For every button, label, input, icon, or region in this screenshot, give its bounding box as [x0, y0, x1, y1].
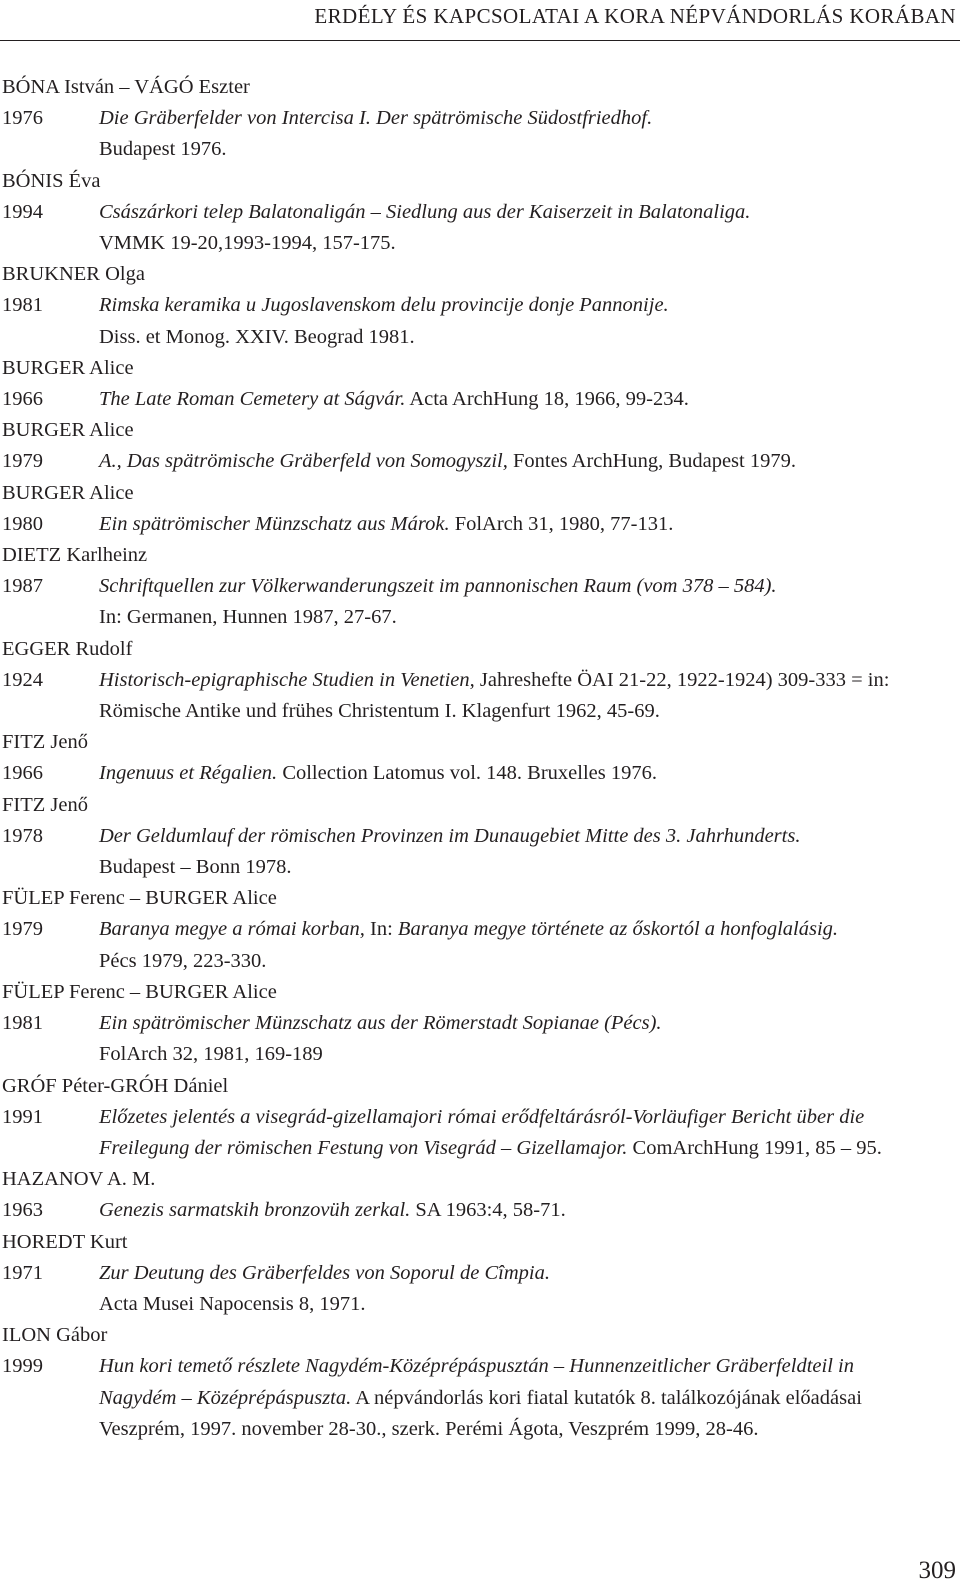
- bib-author: HAZANOV A. M.: [2, 1168, 156, 1191]
- bib-title-segment: Baranya megye története az őskortól a honfoglalásig.: [397, 918, 839, 941]
- bib-title-segment: Hun kori temető részlete Nagydém-Középrépáspusztán – Hunnenzeitlicher Gräberfeldteil in: [99, 1355, 854, 1378]
- bib-title-segment: Nagydém – Középrépáspuszta.: [99, 1386, 352, 1409]
- bib-author: ILON Gábor: [2, 1324, 108, 1347]
- bib-entry: [2, 509, 957, 540]
- bib-author: BRUKNER Olga: [2, 263, 145, 286]
- bib-text-segment: Acta ArchHung 18, 1966, 99-234.: [405, 388, 689, 411]
- bib-year: 1979: [2, 450, 43, 473]
- bib-title-segment: Die Gräberfelder von Intercisa I. Der spätrömische Südostfriedhof.: [99, 107, 653, 130]
- page-number: 309: [918, 1557, 956, 1584]
- bib-text-segment: Collection Latomus vol. 148. Bruxelles 1976.: [277, 762, 657, 785]
- running-head: ERDÉLY ÉS KAPCSOLATAI A KORA NÉPVÁNDORLÁS KORÁBAN: [314, 4, 956, 28]
- bib-entry: [2, 1008, 957, 1070]
- bib-author: BURGER Alice: [2, 481, 134, 504]
- bib-author: BÓNIS Éva: [2, 169, 101, 192]
- bib-text-segment: Budapest 1976.: [99, 138, 227, 161]
- bib-author: DIETZ Karlheinz: [2, 544, 148, 567]
- bib-text-segment: A népvándorlás kori fiatal kutatók 8. találkozójának előadásai: [351, 1386, 862, 1409]
- bib-title-segment: Der Geldumlauf der römischen Provinzen im Dunaugebiet Mitte des 3. Jahrhunderts.: [99, 824, 801, 847]
- bib-entry: [2, 1351, 957, 1445]
- bib-text-segment: Römische Antike und frühes Christentum I. Klagenfurt 1962, 45-69.: [99, 700, 660, 723]
- bib-reference-line: [99, 665, 957, 696]
- bib-text-segment: Veszprém, 1997. november 28-30., szerk. Perémi Ágota, Veszprém 1999, 28-46.: [99, 1417, 759, 1440]
- bib-author: FITZ Jenő: [2, 793, 88, 816]
- bib-title-segment: The Late Roman Cemetery at Ságvár.: [99, 388, 406, 411]
- bib-entry: [2, 914, 957, 976]
- bib-year: 1966: [2, 388, 43, 411]
- bib-reference-line: [99, 1039, 957, 1070]
- bib-reference: [99, 1008, 957, 1070]
- bib-year: 1999: [2, 1355, 43, 1378]
- bib-entry: [2, 665, 957, 727]
- bib-year: 1991: [2, 1105, 43, 1128]
- bib-reference: [99, 821, 957, 883]
- bib-title-segment: Schriftquellen zur Völkerwanderungszeit im pannonischen Raum (vom 378 – 584).: [99, 575, 777, 598]
- bib-reference-line: [99, 197, 957, 228]
- bib-entry: [2, 1195, 957, 1226]
- bib-title-segment: Baranya megye a római korban,: [99, 918, 365, 941]
- bib-reference-line: [99, 1133, 957, 1164]
- bib-author: HOREDT Kurt: [2, 1230, 128, 1253]
- bib-reference-line: [99, 1008, 957, 1039]
- bib-text-segment: FolArch 32, 1981, 169-189: [99, 1043, 323, 1066]
- bib-title-segment: Előzetes jelentés a visegrád-gizellamajori római erődfeltárásról-Vorläufiger Bericht über die: [99, 1105, 865, 1128]
- bib-author: FÜLEP Ferenc – BURGER Alice: [2, 980, 277, 1003]
- bib-entry: [2, 290, 957, 352]
- bib-reference: [99, 914, 957, 976]
- bib-reference-line: [99, 1414, 957, 1445]
- bib-reference-line: [99, 384, 957, 415]
- bib-text-segment: Jahreshefte ÖAI 21-22, 1922-1924) 309-333 = in:: [474, 668, 890, 691]
- bib-reference-line: [99, 914, 957, 945]
- bib-title-segment: Rimska keramika u Jugoslavenskom delu provincije donje Pannonije.: [99, 294, 669, 317]
- bib-year: 1971: [2, 1261, 43, 1284]
- bib-reference-line: [99, 103, 957, 134]
- bib-text-segment: Fontes ArchHung, Budapest 1979.: [507, 450, 796, 473]
- bib-reference-line: [99, 852, 957, 883]
- bib-reference-line: [99, 290, 957, 321]
- bib-entry: [2, 1102, 957, 1164]
- bib-text-segment: Acta Musei Napocensis 8, 1971.: [99, 1292, 366, 1315]
- bib-reference-line: [99, 1258, 957, 1289]
- bib-reference-line: [99, 1351, 957, 1382]
- bib-reference: [99, 1351, 957, 1445]
- bib-year: 1924: [2, 668, 43, 691]
- bibliography-list: [2, 72, 957, 1445]
- bib-author: BURGER Alice: [2, 356, 134, 379]
- bib-reference-line: [99, 758, 957, 789]
- bib-reference-line: [99, 1383, 957, 1414]
- bib-reference-line: [99, 1289, 957, 1320]
- bib-author: FITZ Jenő: [2, 731, 88, 754]
- bib-text-segment: SA 1963:4, 58-71.: [410, 1199, 566, 1222]
- bib-reference-line: [99, 228, 957, 259]
- bib-reference-line: [99, 446, 957, 477]
- bib-title-segment: Ein spätrömischer Münzschatz aus der Römerstadt Sopianae (Pécs).: [99, 1012, 662, 1035]
- bib-entry: [2, 571, 957, 633]
- bib-text-segment: In: Germanen, Hunnen 1987, 27-67.: [99, 606, 397, 629]
- bib-reference-line: [99, 571, 957, 602]
- bib-reference-line: [99, 1195, 957, 1226]
- bib-reference-line: [99, 322, 957, 353]
- bib-reference: [99, 1102, 957, 1164]
- bib-year: 1966: [2, 762, 43, 785]
- bib-title-segment: Ein spätrömischer Münzschatz aus Márok.: [99, 512, 450, 535]
- bib-text-segment: VMMK 19-20,1993-1994, 157-175.: [99, 232, 396, 255]
- bib-entry: [2, 758, 957, 789]
- bib-reference-line: [99, 1102, 957, 1133]
- bib-reference: [99, 1258, 957, 1320]
- bib-reference: [99, 509, 957, 540]
- bib-reference-line: [99, 602, 957, 633]
- bib-year: 1963: [2, 1199, 43, 1222]
- bib-reference: [99, 571, 957, 633]
- bib-entry: [2, 446, 957, 477]
- bib-text-segment: Pécs 1979, 223-330.: [99, 949, 267, 972]
- bib-year: 1979: [2, 918, 43, 941]
- bib-title-segment: Császárkori telep Balatonaligán – Siedlung aus der Kaiserzeit in Balatonaliga.: [99, 200, 751, 223]
- bib-reference: [99, 665, 957, 727]
- bib-text-segment: Budapest – Bonn 1978.: [99, 856, 292, 879]
- bib-entry: [2, 1258, 957, 1320]
- bib-title-segment: Freilegung der römischen Festung von Visegrád – Gizellamajor.: [99, 1136, 628, 1159]
- bib-reference: [99, 290, 957, 352]
- bib-reference-line: [99, 821, 957, 852]
- bib-author: BÓNA István – VÁGÓ Eszter: [2, 76, 250, 98]
- bib-entry: [2, 103, 957, 165]
- bib-reference-line: [99, 509, 957, 540]
- bib-reference: [99, 384, 957, 415]
- bib-author: FÜLEP Ferenc – BURGER Alice: [2, 887, 277, 910]
- bib-reference: [99, 758, 957, 789]
- bib-year: 1980: [2, 512, 43, 535]
- bib-author: BURGER Alice: [2, 419, 134, 442]
- bib-reference: [99, 197, 957, 259]
- bib-year: 1981: [2, 1012, 43, 1035]
- bib-author: EGGER Rudolf: [2, 637, 133, 660]
- bib-text-segment: ComArchHung 1991, 85 – 95.: [627, 1136, 882, 1159]
- bib-title-segment: A., Das spätrömische Gräberfeld von Somogyszil,: [99, 450, 508, 473]
- bib-reference-line: [99, 696, 957, 727]
- bib-year: 1976: [2, 107, 43, 130]
- bib-year: 1978: [2, 824, 43, 847]
- bib-reference: [99, 1195, 957, 1226]
- bib-entry: [2, 197, 957, 259]
- bib-reference-line: [99, 134, 957, 165]
- bib-title-segment: Ingenuus et Régalien.: [99, 762, 278, 785]
- bib-reference: [99, 103, 957, 165]
- bib-entry: [2, 384, 957, 415]
- bib-entry: [2, 821, 957, 883]
- bib-text-segment: Diss. et Monog. XXIV. Beograd 1981.: [99, 325, 415, 348]
- bib-author: GRÓF Péter-GRÓH Dániel: [2, 1074, 229, 1097]
- bib-title-segment: Zur Deutung des Gräberfeldes von Soporul de Cîmpia.: [99, 1261, 550, 1284]
- bib-title-segment: Historisch-epigraphische Studien in Venetien,: [99, 668, 475, 691]
- bib-reference: [99, 446, 957, 477]
- header-rule: [0, 40, 960, 41]
- bib-year: 1994: [2, 200, 43, 223]
- bib-year: 1981: [2, 294, 43, 317]
- bib-title-segment: Genezis sarmatskih bronzovüh zerkal.: [99, 1199, 411, 1222]
- bib-reference-line: [99, 946, 957, 977]
- bib-text-segment: FolArch 31, 1980, 77-131.: [449, 512, 674, 535]
- bib-text-segment: In:: [364, 918, 398, 941]
- bib-year: 1987: [2, 575, 43, 598]
